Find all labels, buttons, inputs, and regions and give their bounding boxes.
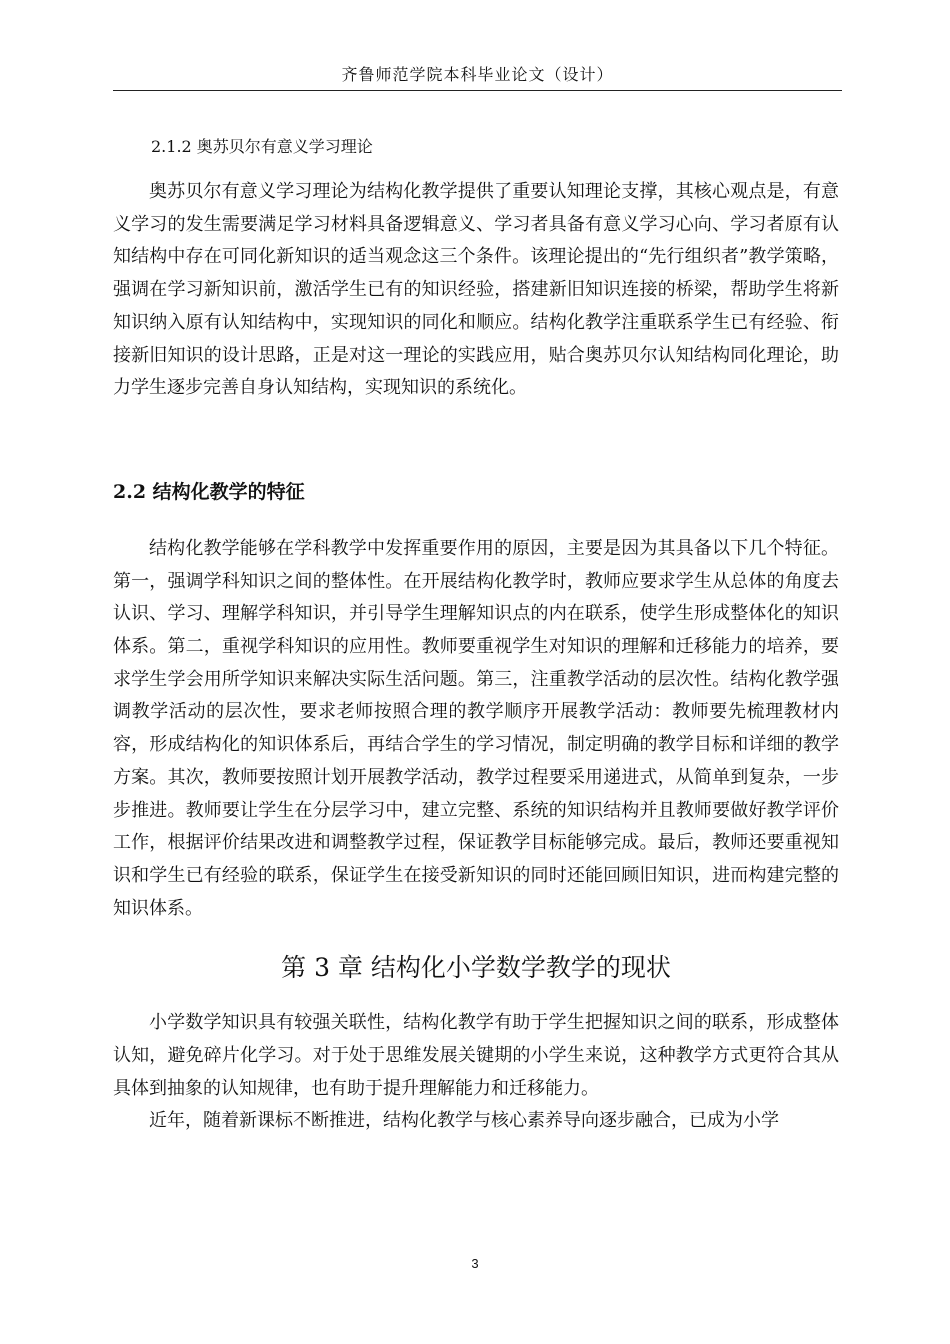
header-title: 齐鲁师范学院本科毕业论文（设计） [341, 65, 614, 84]
section-paragraph: 结构化教学能够在学科教学中发挥重要作用的原因，主要是因为其具备以下几个特征。第一，强调学科知识之间的整体性。在开展结构化教学时，教师应要求学生从总体的角度去认识、学习、理解学科知识，并引导学生理解知识点的内在联系，使学生形成整体化的知识体系。第二，重视学科知识的应用性。教师要重视学生对知识的理解和迁移能力的培养，要求学生学会用所学知识来解决实际生活问题。第三，注重教学活动的层次性。结构化教学强调教学活动的层次性，要求老师按照合理的教学顺序开展教学活动：教师要先梳理教材内容，形成结构化的知识体系后，再结合学生的学习情况，制定明确的教学目标和详细的教学方案。其次，教师要按照计划开展教学活动，教学过程要采用递进式，从简单到复杂，一步步推进。教师要让学生在分层学习中，建立完整、系统的知识结构并且教师要做好教学评价工作，根据评价结果改进和调整教学过程，保证教学目标能够完成。最后，教师还要重视知识和学生已有经验的联系，保证学生在接受新知识的同时还能回顾旧知识，进而构建完整的知识体系。 [113, 537, 839, 919]
chapter-paragraph-2: 近年，随着新课标不断推进，结构化教学与核心素养导向逐步融合，已成为小学 [149, 1110, 779, 1132]
page-header [113, 62, 842, 91]
page-body [113, 130, 839, 1138]
subsection-heading: 2.1.2 奥苏贝尔有意义学习理论 [151, 137, 373, 156]
section-heading: 2.2 结构化教学的特征 [113, 480, 305, 503]
chapter-paragraph-1: 小学数学知识具有较强关联性，结构化教学有助于学生把握知识之间的联系，形成整体认知，避免碎片化学习。对于处于思维发展关键期的小学生来说，这种教学方式更符合其从具体到抽象的认知规律，也有助于提升理解能力和迁移能力。 [113, 1012, 839, 1099]
subsection-paragraph: 奥苏贝尔有意义学习理论为结构化教学提供了重要认知理论支撑，其核心观点是，有意义学习的发生需要满足学习材料具备逻辑意义、学习者具备有意义学习心向、学习者原有认知结构中存在可同化新知识的适当观念这三个条件。该理论提出的“先行组织者”教学策略，强调在学习新知识前，激活学生已有的知识经验，搭建新旧知识连接的桥梁，帮助学生将新知识纳入原有认知结构中，实现知识的同化和顺应。结构化教学注重联系学生已有经验、衔接新旧知识的设计思路，正是对这一理论的实践应用，贴合奥苏贝尔认知结构同化理论，助力学生逐步完善自身认知结构，实现知识的系统化。 [113, 181, 839, 399]
page-number: 3 [471, 1256, 479, 1271]
chapter-heading: 第 3 章 结构化小学数学教学的现状 [281, 953, 671, 983]
